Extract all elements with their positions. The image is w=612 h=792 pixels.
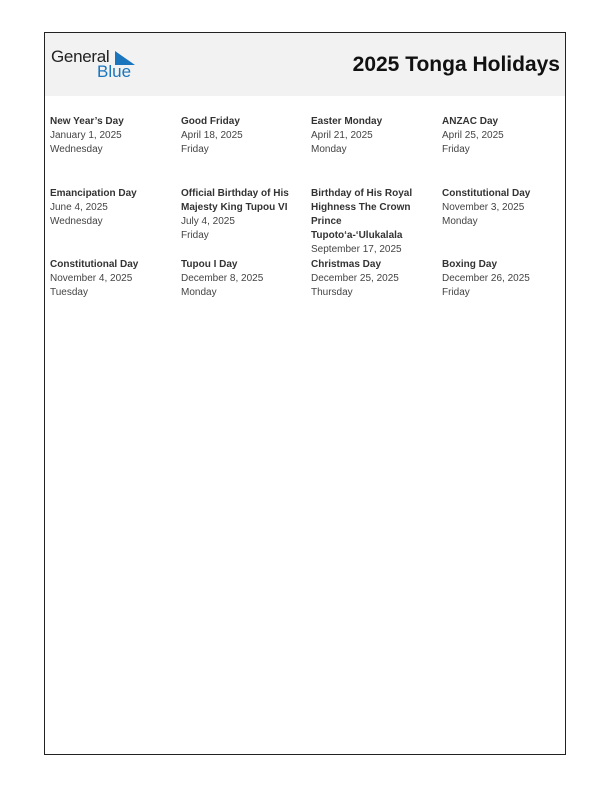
header xyxy=(45,33,565,96)
holiday-weekday: Monday xyxy=(181,287,217,298)
holiday-name: Tupou I Day xyxy=(181,259,238,270)
holiday-date: April 18, 2025 xyxy=(181,130,243,141)
holiday-date: July 4, 2025 xyxy=(181,216,235,227)
holiday-item xyxy=(442,258,562,300)
holiday-date: September 17, 2025 xyxy=(311,244,402,255)
logo-general-text: General xyxy=(51,47,110,66)
holiday-date: December 26, 2025 xyxy=(442,273,530,284)
holiday-weekday: Wednesday xyxy=(50,216,103,227)
holiday-name: Christmas Day xyxy=(311,259,382,270)
holiday-item xyxy=(181,115,301,157)
logo-blue-text: Blue xyxy=(97,62,132,81)
holiday-name: New Year’s Day xyxy=(50,116,124,127)
holiday-date: April 21, 2025 xyxy=(311,130,373,141)
logo xyxy=(51,47,151,83)
holiday-name: Easter Monday xyxy=(311,116,383,127)
holiday-name: Good Friday xyxy=(181,116,240,127)
holiday-weekday: Monday xyxy=(311,144,347,155)
holiday-name: Boxing Day xyxy=(442,259,498,270)
holiday-date: January 1, 2025 xyxy=(50,130,122,141)
page-frame xyxy=(44,32,566,755)
holiday-name: ANZAC Day xyxy=(442,116,499,127)
holiday-date: December 25, 2025 xyxy=(311,273,399,284)
holiday-item xyxy=(311,115,431,157)
holiday-weekday: Friday xyxy=(181,230,209,241)
holiday-weekday: Wednesday xyxy=(50,144,103,155)
holiday-weekday: Monday xyxy=(442,216,478,227)
page-title: 2025 Tonga Holidays xyxy=(352,53,560,76)
holiday-item xyxy=(442,187,562,229)
holiday-item xyxy=(181,258,301,300)
holiday-item xyxy=(181,187,293,243)
holiday-item xyxy=(311,187,419,257)
holiday-item xyxy=(50,115,170,157)
holiday-item xyxy=(50,187,170,229)
holiday-weekday: Friday xyxy=(181,144,209,155)
holiday-name: Birthday of His Royal Highness The Crown Prince Tupoto‘a-‘Ulukalala xyxy=(311,188,413,241)
holiday-weekday: Friday xyxy=(442,287,470,298)
holiday-date: November 4, 2025 xyxy=(50,273,133,284)
holiday-date: December 8, 2025 xyxy=(181,273,264,284)
holiday-name: Constitutional Day xyxy=(442,188,531,199)
holiday-date: April 25, 2025 xyxy=(442,130,504,141)
holiday-item xyxy=(311,258,431,300)
holiday-date: June 4, 2025 xyxy=(50,202,108,213)
holiday-weekday: Tuesday xyxy=(50,287,88,298)
holiday-weekday: Friday xyxy=(442,144,470,155)
holiday-name: Constitutional Day xyxy=(50,259,139,270)
holiday-name: Official Birthday of His Majesty King Tupou VI xyxy=(181,188,289,213)
holiday-item xyxy=(442,115,562,157)
holiday-item xyxy=(50,258,170,300)
holiday-name: Emancipation Day xyxy=(50,188,137,199)
holiday-weekday: Thursday xyxy=(311,287,353,298)
holiday-date: November 3, 2025 xyxy=(442,202,525,213)
